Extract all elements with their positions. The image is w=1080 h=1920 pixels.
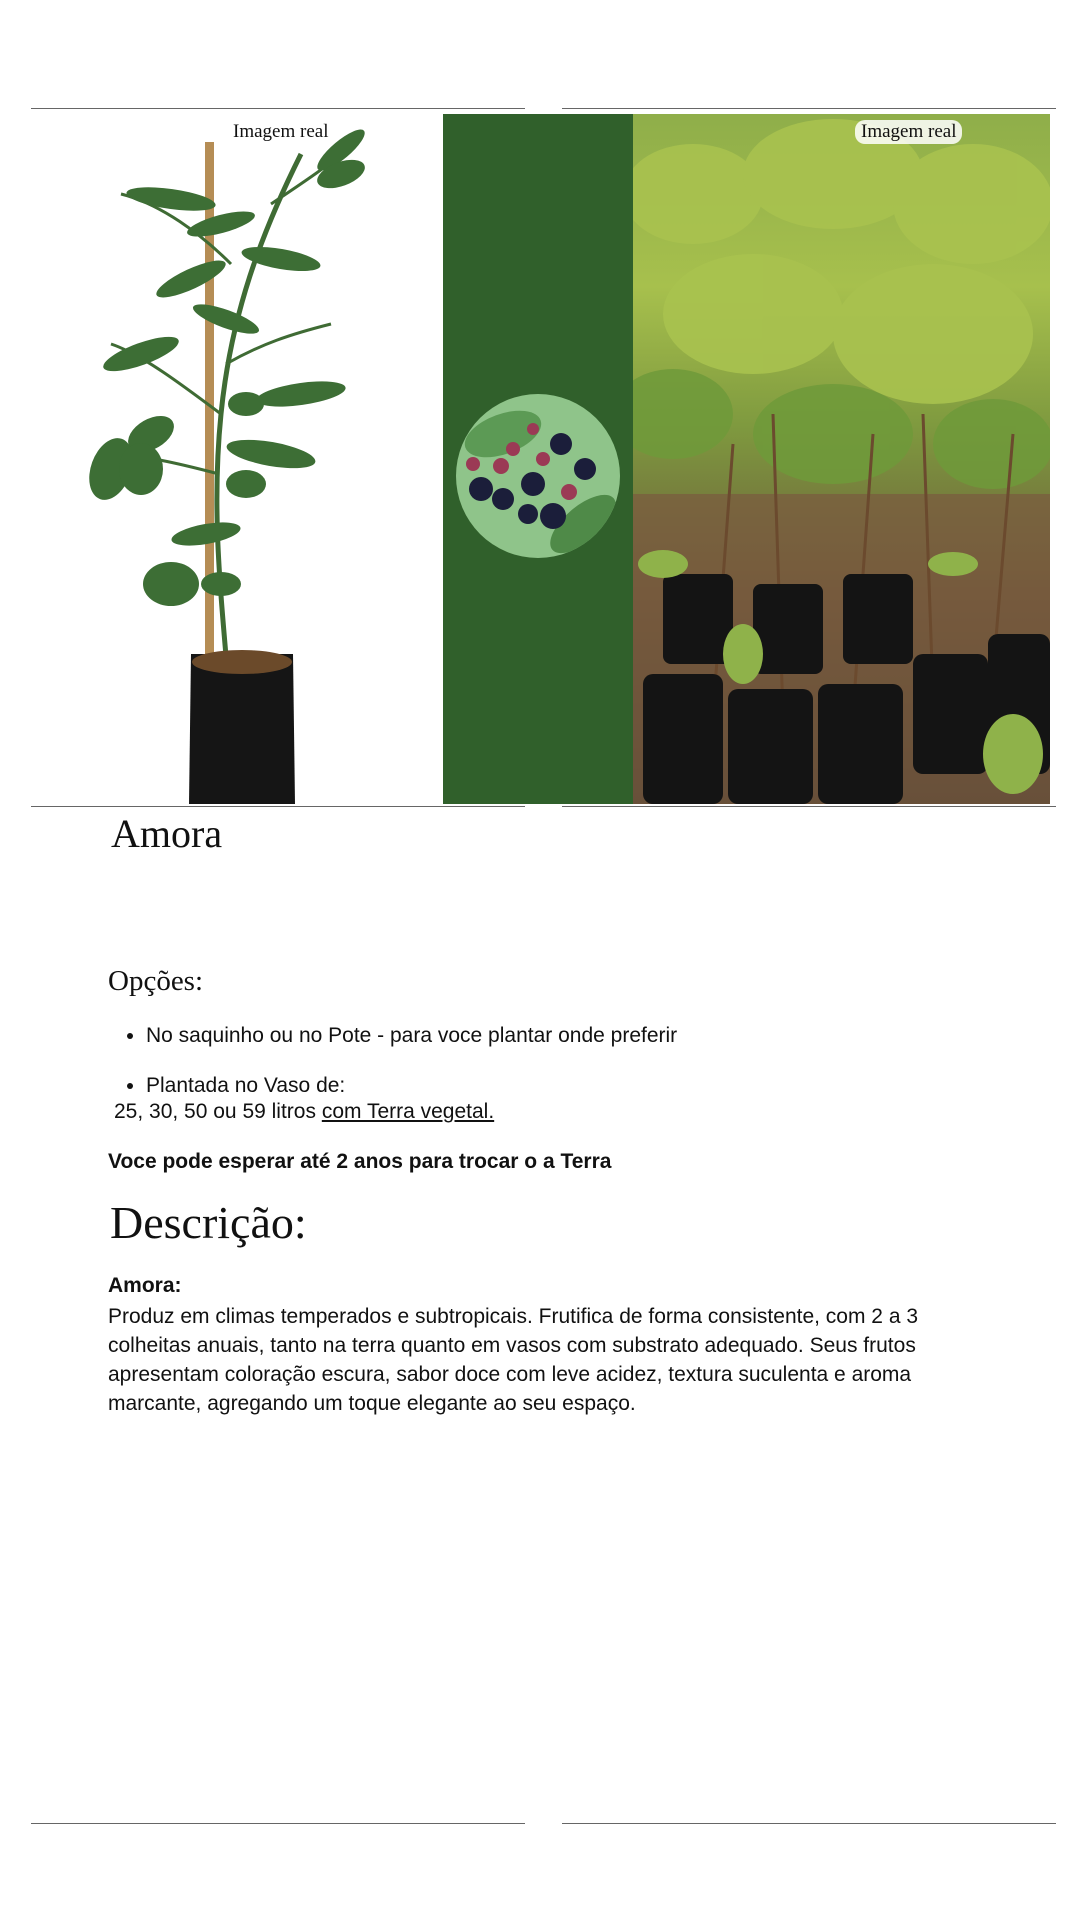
- options-list: [108, 1022, 1046, 1100]
- blackberry-circle[interactable]: [443, 114, 633, 804]
- product-image-banner[interactable]: [31, 114, 1050, 804]
- vase-volumes: [114, 1098, 494, 1126]
- options-heading: Opções:: [108, 965, 204, 997]
- description-heading: Descrição:: [110, 1197, 307, 1248]
- soil-note: Voce pode esperar até 2 anos para trocar o a Terra: [108, 1150, 612, 1173]
- bottom-divider-right: [562, 1823, 1056, 1824]
- banner-divider-left: [31, 806, 525, 807]
- nursery-photo[interactable]: [633, 114, 1050, 804]
- bottom-divider-left: [31, 1823, 525, 1824]
- top-divider-right: [562, 108, 1056, 109]
- banner-divider-right: [562, 806, 1056, 807]
- option-item-vase: • Plantada no Vaso de:: [146, 1072, 1046, 1100]
- option-item-bag: • No saquinho ou no Pote - para voce plantar onde preferir: [146, 1022, 1046, 1050]
- top-divider-left: [31, 108, 525, 109]
- left-image-label: Imagem real: [227, 120, 334, 144]
- product-title: Amora: [111, 811, 223, 856]
- seedling-illustration: [31, 114, 443, 804]
- accent-strip: [443, 114, 633, 804]
- terra-vegetal-link[interactable]: com Terra vegetal.: [321, 1100, 495, 1123]
- nursery-illustration: [633, 114, 1050, 804]
- seedling-photo[interactable]: [31, 114, 443, 804]
- description-text: Produz em climas temperados e subtropicais. Frutifica de forma consistente, com 2 a 3 colheitas anuais, tanto na terra quanto em vasos com substrato adequado. Seus frutos apresentam coloração escura, sabor doce com leve acidez, textura suculenta e aroma marcante, agregando um toque elegante ao seu espaço.: [108, 1305, 919, 1415]
- description-subtitle: Amora:: [108, 1274, 182, 1297]
- right-image-label: Imagem real: [855, 120, 962, 144]
- vase-volumes-text: 25, 30, 50 ou 59 litros: [114, 1100, 322, 1123]
